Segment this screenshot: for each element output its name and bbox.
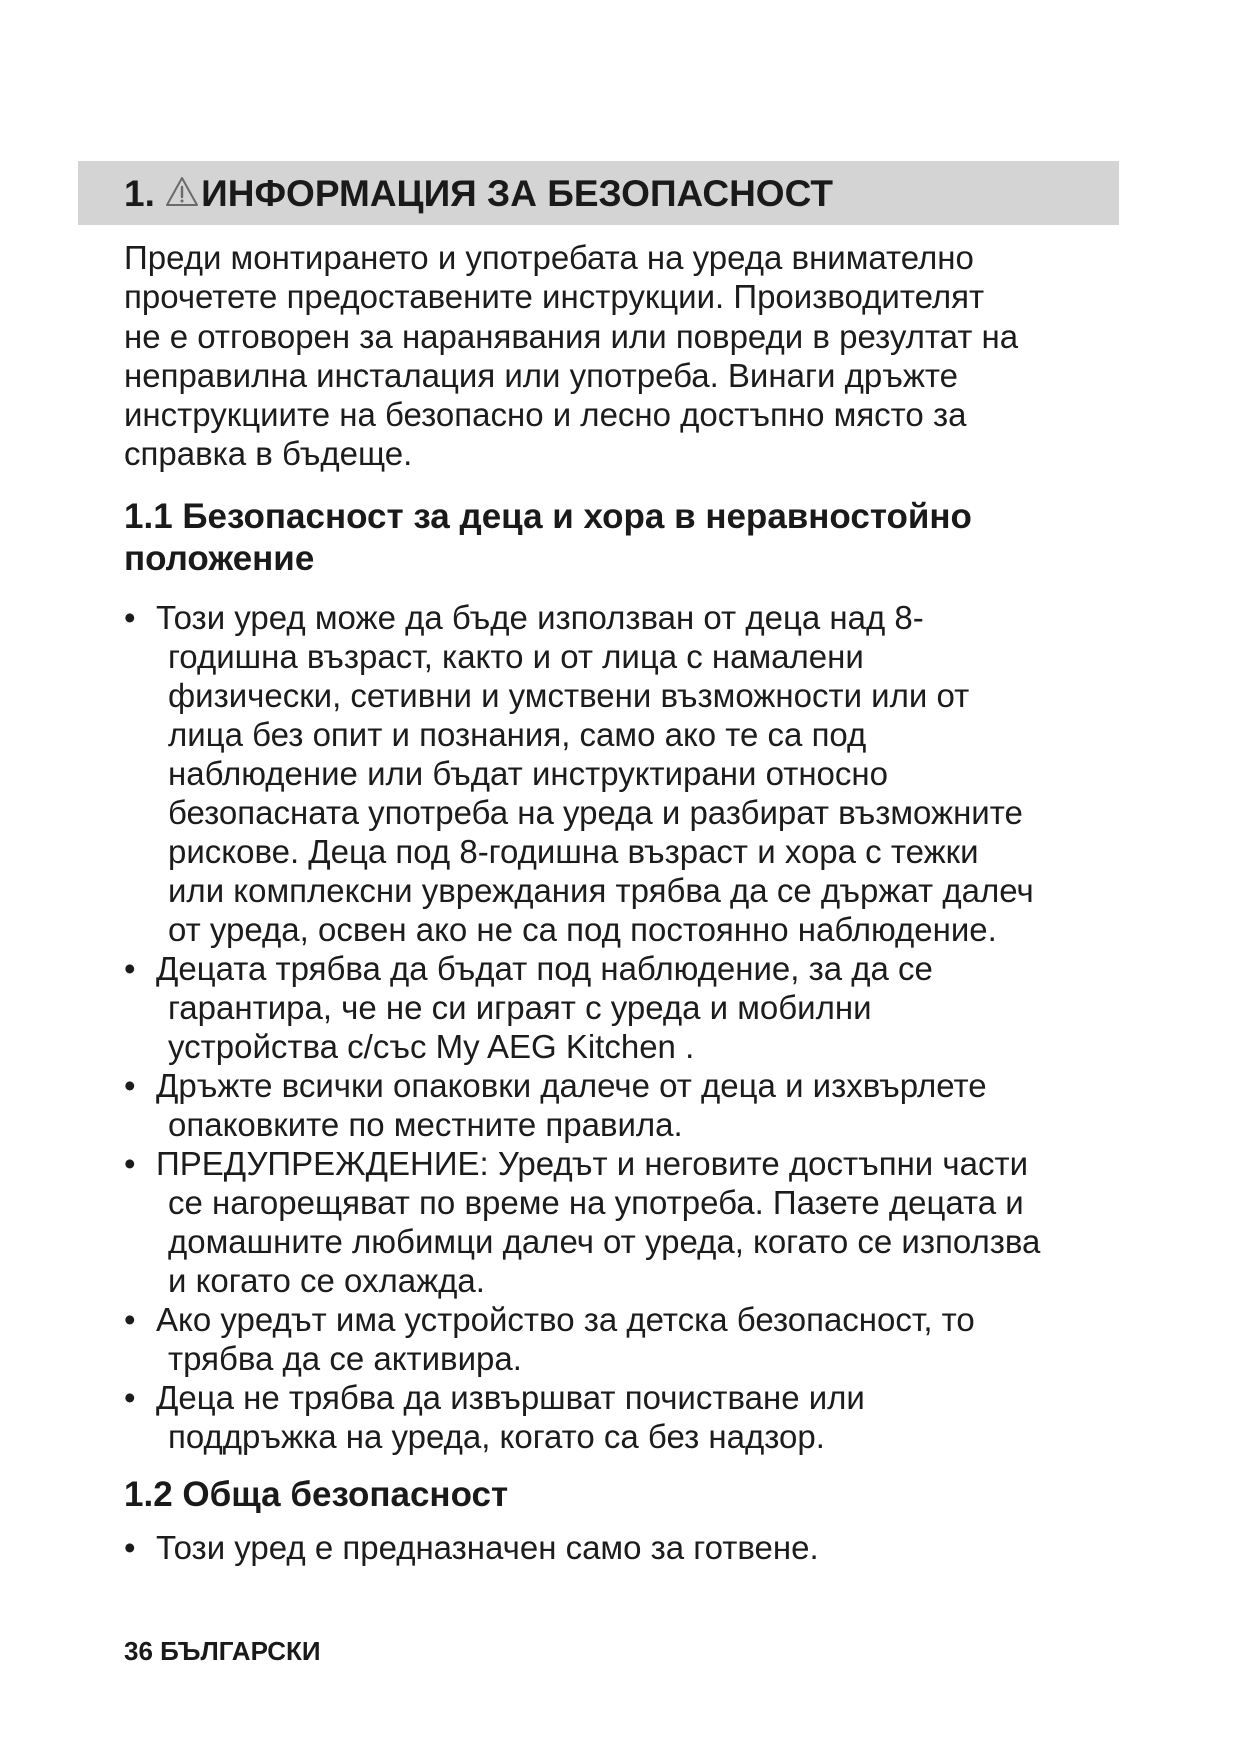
warning-triangle-icon <box>165 175 199 209</box>
bullet-marker: • <box>124 1145 136 1182</box>
bullet-item <box>124 949 1134 1066</box>
bullet-item <box>124 1528 1134 1567</box>
bullet-line: от уреда, освен ако не са под постоянно наблюдение. <box>168 911 997 948</box>
bullet-marker: • <box>124 1067 136 1104</box>
bullet-item <box>124 598 1134 949</box>
page-footer: 36 БЪЛГАРСКИ <box>124 1636 321 1666</box>
intro-line: неправилна инсталация или употреба. Винаги дръжте <box>124 356 958 394</box>
subsection-1-heading <box>124 496 972 580</box>
bullet-marker: • <box>124 1301 136 1338</box>
bullet-item <box>124 1300 1134 1378</box>
bullet-item <box>124 1066 1134 1144</box>
section-title <box>124 172 833 216</box>
bullet-item <box>124 1378 1134 1456</box>
subsection-2-heading <box>124 1474 508 1516</box>
bullet-line: и когато се охлажда. <box>168 1262 485 1299</box>
bullet-line: домашните любимци далеч от уреда, когато се използва <box>168 1223 1041 1260</box>
bullet-line: се нагорещяват по време на употреба. Пазете децата и <box>168 1184 1024 1221</box>
bullet-line: Децата трябва да бъдат под наблюдение, за да се <box>156 950 933 987</box>
bullet-line: безопасната употреба на уреда и разбират възможните <box>168 794 1023 831</box>
subsection-1-bullet-list <box>124 598 1134 1456</box>
bullet-marker: • <box>124 1379 136 1416</box>
subsection-1-title-line: 1.1 Безопасност за деца и хора в неравностойно <box>124 497 972 536</box>
bullet-line: или комплексни увреждания трябва да се държат далеч <box>168 872 1034 909</box>
bullet-line: рискове. Деца под 8-годишна възраст и хора с тежки <box>168 833 979 870</box>
bullet-line: годишна възраст, както и от лица с намалени <box>168 638 864 675</box>
subsection-2-bullet-list <box>124 1528 1134 1567</box>
intro-line: справка в бъдеще. <box>124 435 413 473</box>
subsection-2-title-line: 1.2 Обща безопасност <box>124 1475 509 1514</box>
bullet-marker: • <box>124 599 136 636</box>
bullet-line: Ако уредът има устройство за детска безопасност, то <box>156 1301 975 1338</box>
bullet-marker: • <box>124 1529 136 1566</box>
bullet-marker: • <box>124 950 136 987</box>
bullet-line: наблюдение или бъдат инструктирани относно <box>168 755 888 792</box>
section-number: 1. <box>124 173 155 214</box>
bullet-line: лица без опит и познания, само ако те са под <box>168 716 867 753</box>
intro-line: инструкциите на безопасно и лесно достъпно място за <box>124 396 967 434</box>
subsection-1-title-line: положение <box>124 539 315 578</box>
intro-line: Преди монтирането и употребата на уреда внимателно <box>124 239 974 276</box>
bullet-line: физически, сетивни и умствени възможности или от <box>168 677 970 714</box>
bullet-line: опаковките по местните правила. <box>168 1106 683 1143</box>
bullet-line: гарантира, че не си играят с уреда и мобилни <box>168 989 872 1026</box>
bullet-line: устройства с/със My AEG Kitchen . <box>168 1028 695 1065</box>
bullet-line: поддръжка на уреда, когато са без надзор. <box>168 1418 825 1455</box>
bullet-line: Този уред е предназначен само за готвене. <box>156 1529 819 1566</box>
bullet-line: Този уред може да бъде използван от деца над 8- <box>156 599 924 636</box>
intro-line: прочетете предоставените инструкции. Производителят <box>124 278 985 316</box>
bullet-item <box>124 1144 1134 1300</box>
intro-paragraph <box>124 238 1134 474</box>
bullet-line: Деца не трябва да извършват почистване или <box>156 1379 865 1416</box>
section-title-text: ИНФОРМАЦИЯ ЗА БЕЗОПАСНОСТ <box>201 173 833 214</box>
bullet-line: Дръжте всички опаковки далече от деца и изхвърлете <box>156 1067 987 1104</box>
intro-line: не е отговорен за наранявания или повреди в резултат на <box>124 317 1019 355</box>
bullet-line: ПРЕДУПРЕЖДЕНИЕ: Уредът и неговите достъпни части <box>156 1145 1029 1182</box>
bullet-line: трябва да се активира. <box>168 1340 522 1377</box>
